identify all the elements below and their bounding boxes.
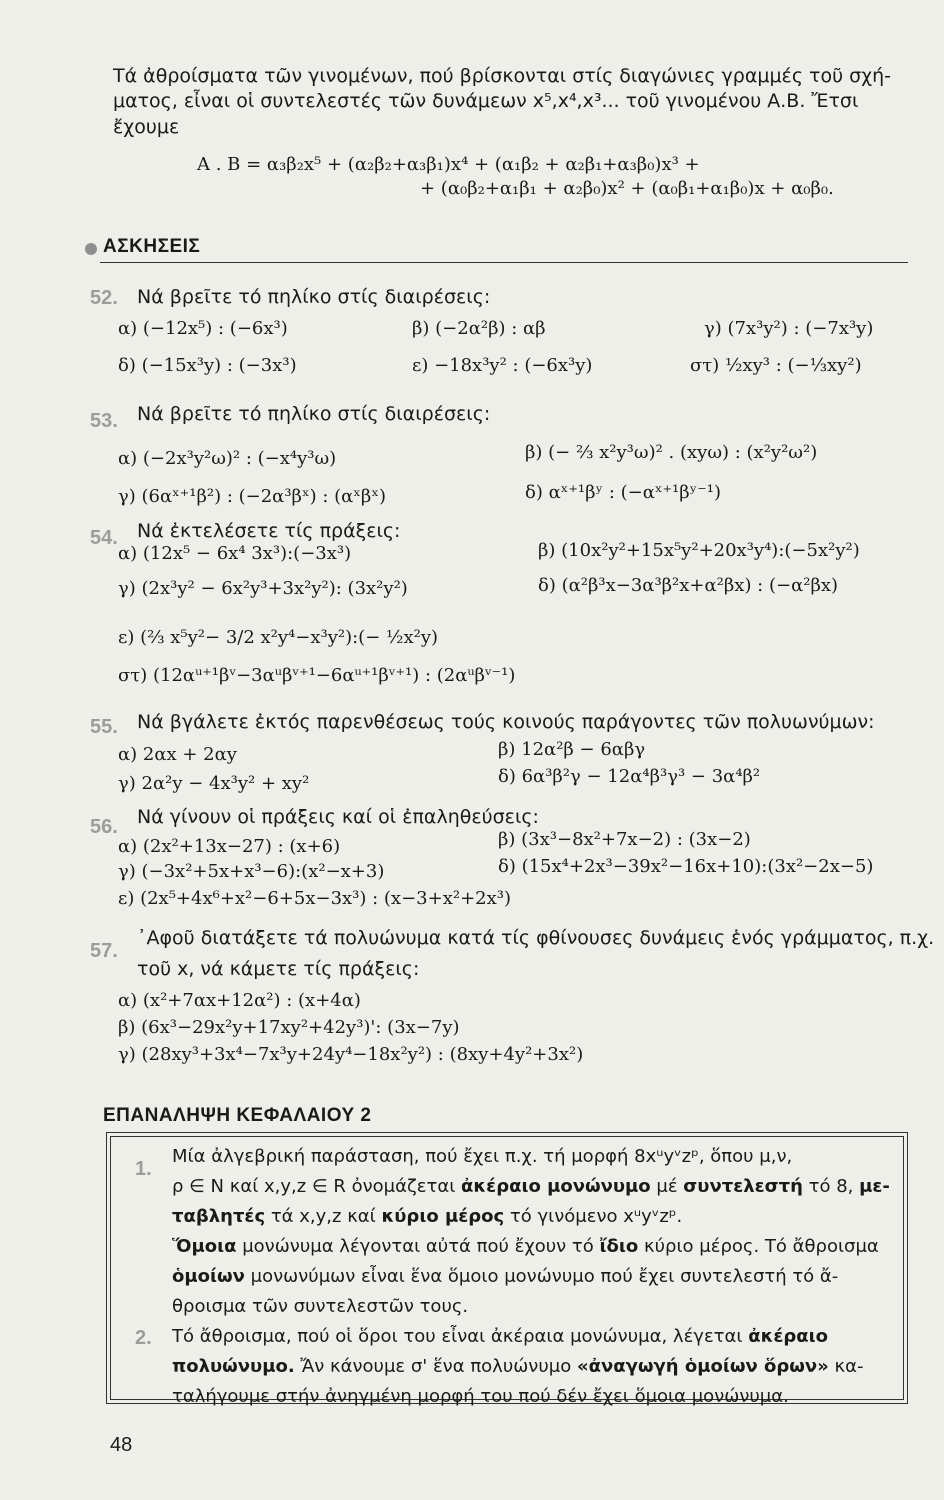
exercise-number: 55. bbox=[90, 716, 118, 738]
review-text-line: θροισμα τῶν συντελεστῶν τους. bbox=[172, 1296, 469, 1317]
exercise-title: Νά ἐκτελέσετε τίς πράξεις: bbox=[137, 520, 401, 542]
exercise-item: γ) (2x³y² − 6x²y³+3x²y²): (3x²y²) bbox=[118, 578, 408, 599]
review-text-line: ταβλητές τά x,y,z καί κύριο μέρος τό γινόμενο xᵘyᵛzᵖ. bbox=[172, 1206, 683, 1227]
exercise-item: α) (12x⁵ − 6x⁴ 3x³):(−3x³) bbox=[118, 543, 352, 564]
intro-line-1: Τά ἀθροίσματα τῶν γινομένων, πού βρίσκονται στίς διαγώνιες γραμμές τοῦ σχή- bbox=[113, 65, 892, 87]
exercise-item: δ) (α²β³x−3α³β²x+α²βx) : (−α²βx) bbox=[538, 575, 839, 596]
exercise-item: α) (−2x³y²ω)² : (−x⁴y³ω) bbox=[118, 448, 337, 469]
bullet-icon bbox=[85, 243, 97, 255]
exercise-item: στ) (12αᵘ⁺¹βᵛ−3αᵘβᵛ⁺¹−6αᵘ⁺¹βᵛ⁺¹) : (2αᵘβᵛ⁻¹) bbox=[118, 665, 516, 686]
exercise-number: 52. bbox=[90, 287, 118, 309]
exercise-number: 54. bbox=[90, 527, 118, 549]
exercise-item: β) (10x²y²+15x⁵y²+20x³y⁴):(−5x²y²) bbox=[538, 540, 860, 561]
exercise-item: β) (6x³−29x²y+17xy²+42y³)': (3x−7y) bbox=[118, 1017, 460, 1038]
review-item-number: 1. bbox=[135, 1158, 152, 1180]
exercise-item: δ) (−15x³y) : (−3x³) bbox=[118, 355, 297, 376]
review-item-number: 2. bbox=[135, 1327, 152, 1349]
page-number: 48 bbox=[110, 1434, 133, 1456]
exercise-number: 53. bbox=[90, 410, 118, 432]
exercises-heading: ΑΣΚΗΣΕΙΣ bbox=[103, 236, 201, 257]
review-text-line: Μία ἀλγεβρική παράσταση, πού ἔχει π.χ. τή μορφή 8xᵘyᵛzᵖ, ὅπου μ,ν, bbox=[172, 1146, 793, 1167]
exercise-item: β) (−2α²β) : αβ bbox=[412, 318, 546, 339]
exercise-title: Νά βρεῖτε τό πηλίκο στίς διαιρέσεις: bbox=[137, 403, 491, 425]
intro-line-2: ματος, εἶναι οἱ συντελεστές τῶν δυνάμεων x⁵,x⁴,x³... τοῦ γινομένου Α.Β. Ἔτσι bbox=[113, 90, 859, 112]
review-text-line: Ὅμοια μονώνυμα λέγονται αὐτά πού ἔχουν τό ἴδιο κύριο μέρος. Τό ἄθροισμα bbox=[172, 1236, 879, 1257]
exercise-item: β) 12α²β − 6αβγ bbox=[498, 739, 646, 760]
exercise-item: δ) (15x⁴+2x³−39x²−16x+10):(3x²−2x−5) bbox=[498, 856, 874, 877]
review-text-line: ρ ∈ N καί x,y,z ∈ R ὀνομάζεται ἀκέραιο μονώνυμο μέ συντελεστή τό 8, με- bbox=[172, 1176, 890, 1197]
exercise-title: ᾿Αφοῦ διατάξετε τά πολυώνυμα κατά τίς φθίνουσες δυνάμεις ἑνός γράμματος, π.χ. bbox=[137, 927, 935, 949]
exercise-number: 57. bbox=[90, 940, 118, 962]
exercise-item: β) (− ⅔ x²y³ω)² . (xyω) : (x²y²ω²) bbox=[525, 442, 818, 463]
exercise-title: Νά βρεῖτε τό πηλίκο στίς διαιρέσεις: bbox=[137, 286, 491, 308]
exercise-item: ε) −18x³y² : (−6x³y) bbox=[412, 355, 593, 376]
exercise-item: γ) (6αˣ⁺¹β²) : (−2α³βˣ) : (αˣβˣ) bbox=[118, 486, 386, 507]
exercise-item: α) (x²+7αx+12α²) : (x+4α) bbox=[118, 990, 361, 1011]
exercise-title: Νά βγάλετε ἐκτός παρενθέσεως τούς κοινούς παράγοντες τῶν πολυωνύμων: bbox=[137, 711, 875, 733]
review-heading: ΕΠΑΝΑΛΗΨΗ ΚΕΦΑΛΑΙΟΥ 2 bbox=[103, 1105, 372, 1126]
exercise-item: δ) 6α³β²γ − 12α⁴β³γ³ − 3α⁴β² bbox=[498, 766, 761, 787]
exercise-item: α) (2x²+13x−27) : (x+6) bbox=[118, 836, 341, 857]
heading-rule bbox=[100, 262, 908, 263]
review-text-line: Τό ἄθροισμα, πού οἱ ὅροι του εἶναι ἀκέραια μονώνυμα, λέγεται ἀκέραιο bbox=[172, 1326, 829, 1347]
exercise-number: 56. bbox=[90, 816, 118, 838]
exercise-item: ε) (2x⁵+4x⁶+x²−6+5x−3x³) : (x−3+x²+2x³) bbox=[118, 888, 511, 909]
exercise-item: α) 2αx + 2αy bbox=[118, 744, 237, 765]
review-text-line: ταλήγουμε στήν ἀνηγμένη μορφή του πού δέν ἔχει ὅμοια μονώνυμα. bbox=[172, 1386, 789, 1407]
exercise-item: γ) (28xy³+3x⁴−7x³y+24y⁴−18x²y²) : (8xy+4y²+3x²) bbox=[118, 1044, 584, 1065]
exercise-item: ε) (⅔ x⁵y²− 3/2 x²y⁴−x³y²):(− ½x²y) bbox=[118, 627, 439, 648]
review-text-line: πολυώνυμο. Ἄν κάνουμε σ' ἕνα πολυώνυμο «ἀναγωγή ὁμοίων ὅρων» κα- bbox=[172, 1356, 864, 1377]
exercise-item: γ) (−3x²+5x+x³−6):(x²−x+3) bbox=[118, 861, 385, 882]
exercise-title-cont: τοῦ x, νά κάμετε τίς πράξεις: bbox=[137, 958, 420, 980]
intro-line-3: ἔχουμε bbox=[113, 116, 180, 138]
exercise-item: δ) αˣ⁺¹βʸ : (−αˣ⁺¹βʸ⁻¹) bbox=[525, 482, 721, 503]
exercise-item: γ) 2α²y − 4x³y² + xy² bbox=[118, 773, 310, 794]
exercise-item: στ) ½xy³ : (−⅓xy²) bbox=[690, 355, 862, 376]
exercise-item: α) (−12x⁵) : (−6x³) bbox=[118, 318, 288, 339]
exercise-item: β) (3x³−8x²+7x−2) : (3x−2) bbox=[498, 829, 751, 850]
product-formula-line-1: Α . Β = α₃β₂x⁵ + (α₂β₂+α₃β₁)x⁴ + (α₁β₂ + α₂β₁+α₃β₀)x³ + bbox=[197, 154, 700, 175]
exercise-title: Νά γίνουν οἱ πράξεις καί οἱ ἐπαληθεύσεις: bbox=[137, 806, 539, 828]
product-formula-line-2: + (α₀β₂+α₁β₁ + α₂β₀)x² + (α₀β₁+α₁β₀)x + α₀β₀. bbox=[420, 178, 834, 199]
exercise-item: γ) (7x³y²) : (−7x³y) bbox=[704, 318, 874, 339]
review-text-line: ὁμοίων μονωνύμων εἶναι ἕνα ὅμοιο μονώνυμο πού ἔχει συντελεστή τό ἄ- bbox=[172, 1266, 839, 1287]
